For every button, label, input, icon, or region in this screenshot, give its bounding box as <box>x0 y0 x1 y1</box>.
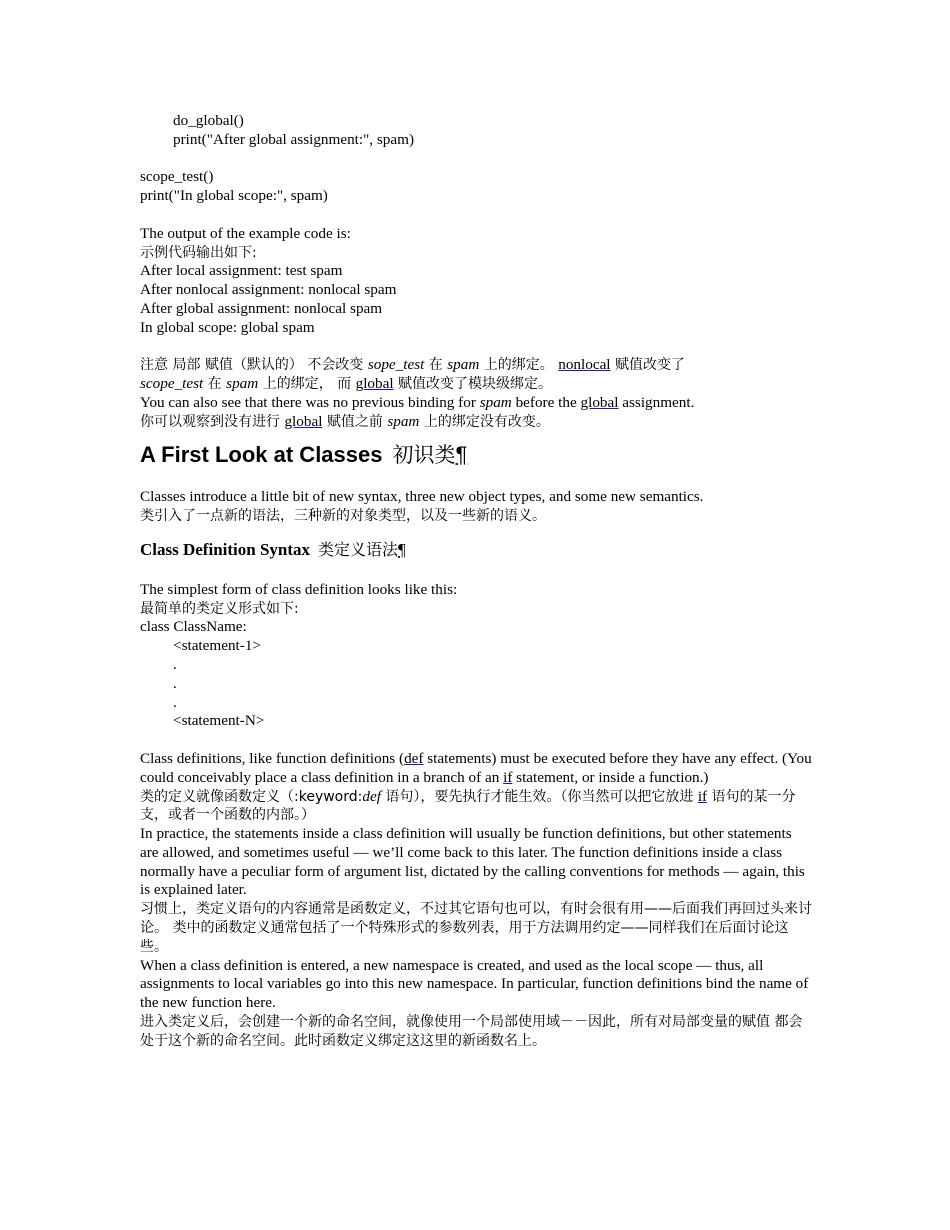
paragraph-en: When a class definition is entered, a new namespace is created, and used as the local scope — thus, all assignments to local variables go into this new namespace. In particular, function definitions bind the name of the new function here. <box>140 956 809 1012</box>
paragraph-en: In practice, the statements inside a class definition will usually be function definitions, but other statements are allowed, and sometimes useful — we’ll come back to this later. The function definitions inside a class normally have a peculiar form of argument list, dictated by the calling conventions for methods — again, this is explained later. <box>140 825 805 899</box>
paragraph-en: Class definitions, like function definitions (def statements) must be executed before they have any effect. (You could conceivably place a class definition in a branch of an if statement, or inside a function.) <box>140 749 812 786</box>
code-line: print("After global assignment:", spam) <box>173 130 415 148</box>
code-line: scope_test() <box>140 168 214 186</box>
note-line-1: 注意 局部 赋值（默认的） 不会改变 sope_test 在 spam 上的绑定。 nonlocal 赋值改变了 <box>140 356 685 374</box>
permalink-icon[interactable]: ¶ <box>455 441 468 467</box>
code-line: . <box>173 674 177 692</box>
output-intro-zh: 示例代码输出如下: <box>140 244 257 261</box>
paragraph-zh: 进入类定义后，会创建一个新的命名空间，就像使用一个局部使用域－－因此，所有对局部变量的赋值 都会处于这个新的命名空间。此时函数定义绑定这这里的新函数名上。 <box>140 1014 803 1049</box>
output-line: In global scope: global spam <box>140 318 315 336</box>
output-line: After global assignment: nonlocal spam <box>140 299 383 317</box>
output-line: After nonlocal assignment: nonlocal spam <box>140 281 397 299</box>
global-link[interactable]: global <box>580 393 619 411</box>
note-en: You can also see that there was no previous binding for spam before the global assignment. <box>140 393 695 411</box>
code-line: <statement-1> <box>173 637 261 655</box>
section2-intro-en: The simplest form of class definition looks like this: <box>140 580 458 598</box>
section1-intro-zh: 类引入了一点新的语法，三种新的对象类型，以及一些新的语义。 <box>140 508 546 525</box>
if-link[interactable]: if <box>697 787 708 805</box>
if-link[interactable]: if <box>503 768 513 786</box>
section-heading-classes: A First Look at Classes 初识类¶ <box>140 441 468 467</box>
output-line: After local assignment: test spam <box>140 262 343 280</box>
output-intro-en: The output of the example code is: <box>140 224 351 242</box>
section2-intro-zh: 最简单的类定义形式如下: <box>140 600 299 617</box>
paragraph-zh: 习惯上，类定义语句的内容通常是函数定义，不过其它语句也可以，有时会很有用——后面我们再回过头来讨论。 类中的函数定义通常包括了一个特殊形式的参数列表，用于方法调用约定——同样我们在后面讨论这些。 <box>140 901 812 955</box>
nonlocal-link[interactable]: nonlocal <box>558 356 611 374</box>
global-link[interactable]: global <box>355 375 394 393</box>
section1-intro-en: Classes introduce a little bit of new syntax, three new object types, and some new semantics. <box>140 488 704 506</box>
code-line: <statement-N> <box>173 712 265 730</box>
paragraph-zh: 类的定义就像函数定义（:keyword:def 语句），要先执行才能生效。（你当然可以把它放进 if 语句的某一分支，或者一个函数的内部。） <box>140 787 796 824</box>
document-content <box>140 112 812 1051</box>
code-line: print("In global scope:", spam) <box>140 187 328 205</box>
permalink-icon[interactable]: ¶ <box>398 539 406 559</box>
code-line: . <box>173 693 177 711</box>
def-link[interactable]: def <box>404 749 424 767</box>
code-line: . <box>173 655 177 673</box>
note-line-2: scope_test 在 spam 上的绑定， 而 global 赋值改变了模块级绑定。 <box>140 375 553 393</box>
global-link[interactable]: global <box>284 412 323 430</box>
code-line: do_global() <box>173 112 244 129</box>
note-zh: 你可以观察到没有进行 global 赋值之前 spam 上的绑定没有改变。 <box>140 412 550 430</box>
code-line: class ClassName: <box>140 618 247 636</box>
section-heading-class-definition: Class Definition Syntax 类定义语法¶ <box>140 539 406 559</box>
